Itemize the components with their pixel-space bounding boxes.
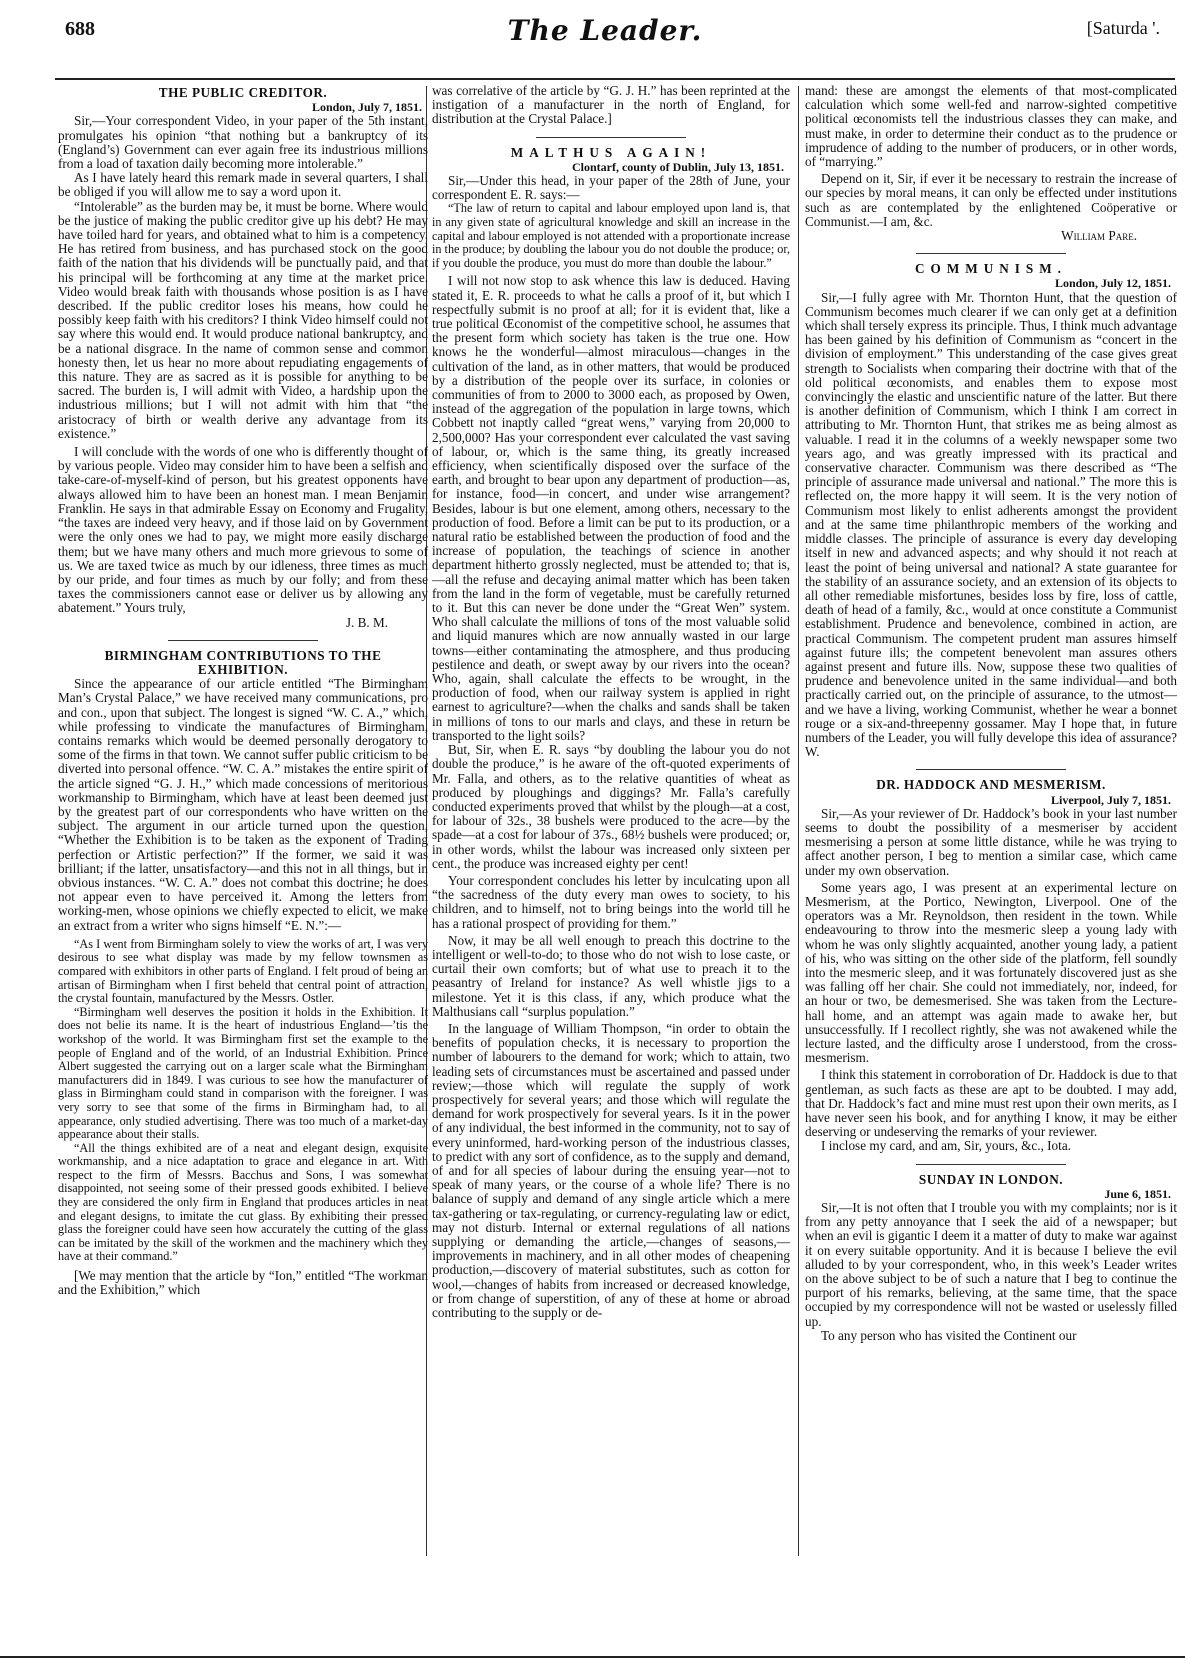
article-headline: COMMUNISM. xyxy=(915,261,1067,277)
quoted-paragraph: “Birmingham well deserves the position it holds in the Exhibition. It does not belie its name. It is the heart of industrious England—’tis the workshop of the world. It was Birmingham first set the example to the people of England and of the world, of an Industrial Exhibition. Prince Albert suggested the carrying out on a larger scale what the Birmingham manufacturers did in 1849. I was curious to see how the manufacturer of glass in Birmingham could stand in comparison with the foreigner. I was very sorry to see that some of the firms in Birmingham had, to all appearance, only studied advertising. There was too much of a market-day appearance about their stalls. xyxy=(58,1004,428,1142)
article-paragraph: As I have lately heard this remark made in several quarters, I shall be obliged if you will allow me to say a word upon it. xyxy=(58,170,428,200)
article-headline: BIRMINGHAM CONTRIBUTIONS TO THE EXHIBITION. xyxy=(104,647,382,677)
article-headline: THE PUBLIC CREDITOR. xyxy=(158,85,328,100)
article-separator xyxy=(536,137,686,138)
article-paragraph: To any person who has visited the Continent our xyxy=(821,1327,1077,1343)
article-paragraph: Now, it may be all well enough to preach this doctrine to the intelligent or well-to-do; to those who do not wish to lose caste, or curtail their own comforts; but of what use to preach it to the peasantry of Ireland for instance? As well whistle jigs to a milestone. Yet it is this class, if any, which produce what the Malthusians call “surplus population.” xyxy=(432,932,790,1019)
article-paragraph: Sir,—It is not often that I trouble you with my complaints; nor is it from any petty annoyance that I seek the aid of a newspaper; but when an evil is gigantic I deem it a matter of duty to make war against it on every suitable opportunity. And it is because I believe the evil alluded to by your correspondent, who, in this week’s Leader writes on the above subject to be of such a nature that I beg to continue the purport of his remarks, believing, at the same time, that the space occupied by my correspondence will not be wasted or uselessly filled up. xyxy=(805,1200,1177,1329)
newspaper-title: The Leader. xyxy=(507,14,703,47)
article-paragraph: But, Sir, when E. R. says “by doubling the labour you do not double the produce,” is he aware of the oft-quoted experiments of Mr. Falla, and others, as to the relative quantities of wheat as produced by ploughings and diggings? Mr. Falla’s carefully conducted experiments proved that whilst by the plough—at a cost, for labour of 32s., 38 bushels were produced to the acre—by the spade—at a cost for labour of 37s., 68½ bushels were produced; or, in other words, whilst the labour was increased only sixteen per cent., the produce was increased eighty per cent! xyxy=(432,742,790,871)
article-separator xyxy=(916,769,1066,770)
article-headline: MALTHUS AGAIN! xyxy=(510,144,712,160)
article-dateline: June 6, 1851. xyxy=(1104,1186,1171,1201)
article-signature: J. B. M. xyxy=(345,614,388,630)
continued-paragraph: was correlative of the article by “G. J. H.” has been reprinted at the instigation of a manufacturer in the north of England, for distribution at the Crystal Palace.] xyxy=(432,83,790,127)
article-separator xyxy=(916,253,1066,254)
article-dateline: London, July 7, 1851. xyxy=(311,100,422,115)
article-headline: SUNDAY IN LONDON. xyxy=(918,1171,1064,1187)
article-separator xyxy=(168,640,318,641)
page-number: 688 xyxy=(65,18,95,40)
article-paragraph: I think this statement in corroboration of Dr. Haddock is due to that gentleman, as such facts as these are apt to be doubted. I may add, that Dr. Haddock’s fact and mine must rest upon their own merits, as I have never seen his book, and for anything I know, it may be either deserving or undeserving the remarks of your reviewer. xyxy=(805,1067,1177,1140)
article-paragraph: “Intolerable” as the burden may be, it must be borne. Where would be the justice of making the public creditor give up his debt? He may have toiled hard for years, and obtained what to him is a competency. He has retired from business, and has purchased stock on the good faith of the nation that his dividends will be punctually paid, and that his principal will be forthcoming at any time at the market price. Video would break faith with thousands whose position is as I have described. If the public creditor loses his means, how could he possibly keep faith with his creditors? I think Video himself could not say where this would end. It would produce national bankruptcy, and be a national disgrace. In the name of common sense and common honesty then, let us hear no more about repudiating engagements of this nature. They are as sacred as it is possible for anything to be sacred. The burden is, I will admit with Video, a hardship upon the industrious millions; but I will not admit with him that “the aristocracy of birth or wealth derive any advantage from its existence.” xyxy=(58,198,428,441)
article-separator xyxy=(916,1164,1066,1165)
article-dateline: London, July 12, 1851. xyxy=(1054,276,1171,291)
article-signature: William Pare. xyxy=(1061,228,1137,244)
page-bottom-edge xyxy=(0,1656,1185,1658)
column-3 xyxy=(805,84,1177,1343)
editorial-note: [We may mention that the article by “Ion,” entitled “The workman and the Exhibition,” which xyxy=(58,1268,428,1298)
article-dateline: Liverpool, July 7, 1851. xyxy=(1050,792,1171,807)
article-paragraph: Depend on it, Sir, if ever it be necessary to restrain the increase of our species by moral means, it can only be effected under institutions such as are contemplated by the enlightened Coöperative or Communist.—I am, &c. xyxy=(805,171,1177,229)
quoted-paragraph: “As I went from Birmingham solely to view the works of art, I was very desirous to see what display was made by my fellow townsmen as compared with exhibitors in other parts of England. I felt proud of being an artisan of Birmingham when I first beheld that central point of attraction, the crystal fountain, manufactured by the Messrs. Ostler. xyxy=(58,936,428,1006)
column-1 xyxy=(58,84,428,1297)
article-paragraph: I will conclude with the words of one who is differently thought of by various people. Video may consider him to have been a selfish and take-care-of-myself-kind of person, but his greatest opponents have always allowed him to have been an honest man. I mean Benjamin Franklin. He says in that admirable Essay on Economy and Frugality, “the taxes are indeed very heavy, and if those laid on by Government were the only ones we had to pay, we might more easily discharge them; but we have many others and much more grievous to some of us. We are taxed twice as much by our idleness, three times as much by our pride, and four times as much by our folly; and from these taxes the commissioners cannot ease or deliver us by allowing any abatement.” Yours truly, xyxy=(58,444,428,616)
article-paragraph: Sir,—Under this head, in your paper of the 28th of June, your correspondent E. R. says:— xyxy=(432,173,790,203)
column-divider xyxy=(798,86,799,1556)
article-paragraph: Since the appearance of our article entitled “The Birmingham Man’s Crystal Palace,” we have received many communications, pro and con., upon that subject. The longest is signed “W. C. A.,” which, while professing to vindicate the manufactures of Birmingham, contains remarks which would be deemed personally derogatory to some of the firms in that town. We cannot suffer public criticism to be diverted into personal offence. “W. C. A.” mistakes the entire spirit of the article signed “G. J. H.,” which made concessions of meritorious workmanship to Birmingham, which have at least been deemed just by the greatest part of our correspondents who have written on the subject. The argument in our article turned upon the question, “Whether the Exhibition is to be taken as the exponent of Trading perfection or Artistic perfection?” If the former, we said it was brilliant; if the latter, unsatisfactory—and this not in all things, but in obvious instances. “W. C. A.” does not combat this doctrine; he does not appear even to have perceived it. Among the letters from working-men, whose opinions we chiefly expected to elicit, we make an extract from a writer who signs himself “E. N.”:— xyxy=(58,676,428,933)
masthead xyxy=(50,14,1160,62)
article-paragraph: I inclose my card, and am, Sir, yours, &c., Iota. xyxy=(821,1138,1071,1154)
continued-paragraph: mand: these are amongst the elements of that most-complicated calculation which some well-fed and narrow-sighted competitive political œconomists tell the industrious classes they can make, and must make, in order to determine their conduct as to the prudence or imprudence of adding to the number of producers, or in other words, of “marrying.” xyxy=(805,83,1177,170)
article-paragraph: Some years ago, I was present at an experimental lecture on Mesmerism, at the Portico, Newington, Liverpool. One of the operators was a Mr. Reynoldson, then resident in the town. While endeavouring to throw into the mesmeric sleep a young lady with whom he was only slightly acquainted, another young lady, a patient of his, who was sitting on the other side of the platform, fell soundly into the mesmeric sleep, and it was fortunately discovered just as she was falling off her chair. She could not immediately, nor, indeed, for an hour or two, be demesmerised. She was taken from the Lecture-hall home, and an attempt was again made to awake her, but unsuccessfully. If I recollect rightly, she was not awakened while the lecture lasted, and the difficulty arose I understood, from the cross-mesmerism. xyxy=(805,879,1177,1066)
column-2 xyxy=(432,84,790,1320)
article-paragraph: Sir,—I fully agree with Mr. Thornton Hunt, that the question of Communism becomes much clearer if we can only get at a definition which shall tersely express its principle. Thus, I think much advantage has been gained by his definition of Communism as “concert in the division of employment.” This understanding of the case gives great strength to Socialists when comparing their doctrine with that of the old political œconomists, and enables them to expose most convincingly the elastic and unscientific nature of the latter. But there is another definition of Communism, which I think I am correct in attributing to Mr. Thornton Hunt, that strikes me as being almost as valuable. I read it in the columns of a weekly newspaper some two years ago, and was greatly impressed with its practical and conservative character. Communism was there described as “The principle of assurance made universal and national.” The more this is reflected on, the more happy it will seem. It is the very notion of Communism most likely to enlist adherents amongst the provident and at the same time philanthropic members of the working and middle classes. The principle of assurance is every day developing itself in new and advanced aspects; and why should it not reach at least the point of being universal and national? A state guarantee for the stability of an assurance society, and an extension of its objects to all other remediable misfortunes, besides loss by fire, loss of cattle, death of head of a family, &c., would at once constitute a Communist establishment. Prudence and benevolence, combined in action, are practical Communism. The competent prudent man assures himself against future ills; the competent benevolent man assures others against present and future ills. Now, suppose these two qualities of prudence and benevolence united in the same individual—and both practically carried out, on the principle of assurance, to the utmost—and we have a living, working Communist, whether he wear a bonnet rouge or a six-and-threepenny gossamer. May I hope that, in future numbers of the Leader, you will fully develope this idea of assurance? W. xyxy=(805,289,1177,760)
issue-day: [Saturda '. xyxy=(1086,18,1160,38)
article-paragraph: Sir,—Your correspondent Video, in your paper of the 5th instant, promulgates his opinion “that nothing but a bankruptcy of its (England’s) Government can ever again free its industrious millions from a load of taxation daily becoming more intolerable.” xyxy=(58,113,428,172)
quoted-paragraph: “All the things exhibited are of a neat and elegant design, exquisite workmanship, and a nice adaptation to grace and elegance in art. With respect to the firm of Messrs. Bacchus and Sons, I was somewhat disappointed, not seeing some of their pressed goods exhibited. I believe they are considered the only firm in England that produces articles in neat and elegant designs, to imitate the cut glass. By exhibiting their pressed glass the foreigner could have seen how accurately the cutting of the glass can be imitated by the skill of the workmen and the machinery which they have at their command.” xyxy=(58,1140,428,1264)
article-paragraph: Your correspondent concludes his letter by inculcating upon all “the sacredness of the duty every man owes to society, to his children, and to himself, not to bring beings into the world till he has a rational prospect of providing for them.” xyxy=(432,872,790,931)
article-paragraph: In the language of William Thompson, “in order to obtain the benefits of population checks, it is necessary to proportion the number of labourers to the demand for work; which to attain, two leading sets of circumstances must be ascertained and passed under review;—those which will regulate the supply of work prospectively for several years; and those which will regulate the demand for work prospectively for several years. Is it in the power of any individual, the best informed in the community, not to say of every uninformed, hard-working person of the industrious classes, to predict with any sort of confidence, as to the supply and demand, of and for all species of labour during the ensuing year—not to speak of many years, or the course of a whole life? There is no balance of supply and demand of any single article which a mere tax-gathering or tax-regulating, or currency-regulating law or edict, may not disturb. Internal or external regulations of all nations supplying or demanding the article,—changes of seasons,—improvements in machinery, and in all other modes of cheapening production,—discovery of material substitutes, such as cotton for wool,—changes of habits from increased or decreased knowledge, or from change of superstition, of any of these at home or abroad contributing to the supply or de- xyxy=(432,1020,790,1321)
article-paragraph: Sir,—As your reviewer of Dr. Haddock’s book in your last number seems to doubt the possibility of a mesmeriser by accident mesmerising a person at some little distance, while he was trying to affect another person, I beg to mention a similar case, which came under my own observation. xyxy=(805,805,1177,878)
quoted-paragraph: “The law of return to capital and labour employed upon land is, that in any given state of agricultural knowledge and skill an increase in the capital and labour employed is not attended with a proportionate increase in the produce; by doubling the labour you do not double the produce; or, if you double the produce, you must do more than double the labour.” xyxy=(432,201,790,270)
article-paragraph: I will not now stop to ask whence this law is deduced. Having stated it, E. R. proceeds to what he calls a proof of it, but which I respectfully submit is no proof at all; for it is evident that, like a true political Œconomist of the competitive school, he assumes that the present form which society has taken is the true one. How knows he the wonderful—almost miraculous—changes in the cultivation of the land, as in other matters, that would be produced by a distribution of the people over its surface, in colonies or communities of from to 2000 to 3000 each, as proposed by Owen, instead of the aggregation of the population in large towns, which Cobbett not inaptly called “great wens,” varying from 20,000 to 2,500,000? Has your correspondent ever calculated the vast saving of labour, or, which is the same thing, its greatly increased efficiency, when scientifically disposed over the surface of the earth, and brought to bear upon any department of production—as, for instance, food—in concert, and under wise arrangement? Besides, labour is but one element, among others, necessary to the production of food. Before a limit can be put to its production, or a natural ratio be established between the production of food and the increase of population, the teachings of science in another department hitherto grossly neglected, must be attended to; that is,—all the refuse and decaying animal matter which has been taken from the land in the form of vegetable, must be carefully returned to it. But this can never be done under the “Great Wen” system. Who shall calculate the millions of tons of the most valuable solid and liquid manures which are now annually wasted in our large towns—either contaminating the atmosphere, and thus producing pestilence and death, or swept away by our rivers into the ocean? Who, again, shall calculate the effects to be wrought, in the production of food, when our railway system is applied in right earnest to agriculture?—when the chalks and sands shall be taken in millions of tons to our marls and clays, and these in return be transported to the light soils? xyxy=(432,273,790,743)
article-headline: DR. HADDOCK AND MESMERISM. xyxy=(876,777,1106,793)
masthead-rule xyxy=(55,78,1175,80)
article-dateline: Clontarf, county of Dublin, July 13, 1851. xyxy=(571,159,784,174)
